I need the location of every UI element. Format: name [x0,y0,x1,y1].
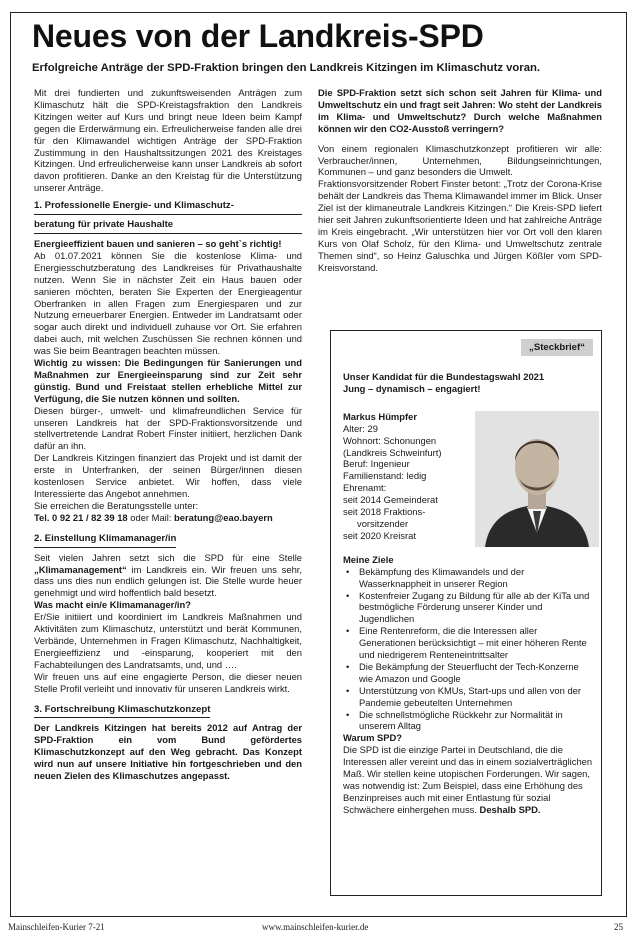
section1-important: Wichtig zu wissen: Die Bedingungen für Sanierungen und Maßnahmen zur Energieeinsparung sind zur Zeit sehr günstig. Bund und Freistaat stellen erhebliche Mittel zur Verfügung, die Sie nutzen können und sollten. [34,357,302,404]
fact-line: Wohnort: Schonungen [343,434,437,446]
section2-paragraph1 [34,552,302,600]
section1-heading [34,200,302,215]
section2-p1-bold: „Klimamanagement“ [34,563,127,575]
right-intro: Die SPD-Fraktion setzt sich schon seit Jahren für Klima- und Umweltschutz ein und fragt seit Jahren: Wo steht der Landkreis im Klima- und Umweltschutz? Durch welche Maßnahmen können wir den CO2-Ausstoß verringern? [318,87,602,134]
fact-line: seit 2018 Fraktions- [343,506,426,518]
section1-paragraph2: Diesen bürger-, umwelt- und klimafreundlichen Service für unseren Landkreis hat der SPD-Fraktionsvorsitzende und stellvertretende Landrat Robert Finster initiiert, herzlichen Dank dafür an ihn. [34,404,302,452]
why-heading: Warum SPD? [343,732,403,744]
candidate-facts [343,423,595,542]
candidate-name: Markus Hümpfer [343,410,417,422]
list-item: • Eine Rentenreform, die die Interessen aller Generationen berücksichtigt – mit einer höheren Rente und niedrigerem Renteneintrittsalter [355,625,595,661]
right-paragraph2: Fraktionsvorsitzender Robert Finster betont: „Trotz der Corona-Krise behält der Landkreis das Thema Klimawandel immer im Blick. Unser Ziel ist der klimaneutrale Landkreis Kitzingen.“ Die Kreis-SPD liefert hier seit Jahren zukunftsorientierte Ideen und hat zahlreiche Anträge im Kreis eingebracht. „Wir unterstützen hier vor Ort voll den klaren Kurs von Olaf Scholz, für den Klima- und Umweltschutz zentrale Themen sind“, so Heinz Galuschka und Jürgen Kößler vom SPD-Kreisvorstand. [318,178,602,273]
goals-heading: Meine Ziele [343,553,394,565]
section1-heading-line2: beratung für private Haushalte [34,219,174,231]
fact-line: vorsitzender [357,517,409,529]
list-item: • Kostenfreier Zugang zu Bildung für alle ab der KiTa und bestmögliche Förderung unserer Kinder und Jugendlichen [355,590,595,626]
fact-line: seit 2014 Gemeinderat [343,494,438,506]
profile-title2: Jung – dynamisch – engagiert! [343,382,481,394]
fact-line: Familienstand: ledig [343,470,427,482]
why-text: Die SPD ist die einzige Partei in Deutschland, die die Interessen aller vereint und das in einem sozialverträglichen Maß. Wir stellen keine utopischen Forderungen. Wir sagen, was notwendig ist: Zum Beispiel, dass eine Erhöhung des Benzinpreises auch mit einer Entlastung für sozial Schwächere einhergehen muss. [343,744,593,815]
profile-box [330,330,602,896]
profile-tab: „Steckbrief“ [521,339,593,356]
email-address[interactable]: beratung@eao.bayern [174,511,273,523]
profile-title1: Unser Kandidat für die Bundestagswahl 2021 [343,371,545,382]
contact-connector: oder Mail: [127,511,175,523]
fact-line: (Landkreis Schweinfurt) [343,446,442,458]
fact-line: Alter: 29 [343,422,378,434]
section1-paragraph3: Der Landkreis Kitzingen finanziert das Projekt und ist damit der erste in Unterfranken, der seinen Bürger/innen diesen kostenlosen Service anbietet. Wir hoffen, dass viele Interessierte das Angebot annehmen. [34,452,302,499]
fact-line: Beruf: Ingenieur [343,458,410,470]
left-column [34,87,302,782]
section1-paragraph1: Ab 01.07.2021 können Sie die kostenlose Klima- und Energiesschutzberatung des Landkreises für Privathaushalte nutzen. Wenn Sie in nächster Zeit ein Haus bauen oder sanieren möchten, beraten Sie Experten der Energieagentur Oberfranken in allen Fragen zum Energiesparen und zur Nutzung erneuerbarer Energien. Entweder im Landratsamt oder sogar auch direkt und individuell zuhause vor Ort. Sie erfahren dabei auch, mit welchen Zuschüssen Sie rechnen können und was Sie beim Beantragen beachten müssen. [34,249,302,357]
footer-publication: Mainschleifen-Kurier 7-21 [8,922,105,932]
right-column [318,87,602,274]
section1-lead: Energieeffizient bauen und sanieren – so geht`s richtig! [34,237,282,249]
section1-heading-2 [34,219,302,234]
section2-paragraph2: Er/Sie initiiert und koordiniert im Landkreis Maßnahmen und Aktivitäten zum Klimaschutz, unterstützt und berät Kommunen, Verbände, Unternehmen in Fragen Klimaschutz, Nachhaltigkeit, Energieeffizienz und -einsparung, kooperiert mit den Fachabteilungen des Landratsamts, und, und …. [34,611,302,670]
subheadline: Erfolgreiche Anträge der SPD-Fraktion bringen den Landkreis Kitzingen im Klimaschutz voran. [32,62,541,74]
goals-list [343,566,595,733]
list-item: • Die schnellstmögliche Rückkehr zur Normalität in unserem Alltag [355,709,595,733]
phone-number: Tel. 0 92 21 / 82 39 18 [34,511,128,523]
section2-question: Was macht ein/e Klimamanager/in? [34,599,191,611]
section2-p1-end: im Landkreis ein. Wir freuen uns sehr, dass uns dies nun endlich gelungen ist. Die Stelle wurde heuer genehmigt und wird hoffentlich bald besetzt. [34,563,302,599]
footer-website[interactable]: www.mainschleifen-kurier.de [262,922,369,932]
why-closing: Deshalb SPD. [479,803,541,815]
section3-heading: 3. Fortschreibung Klimaschutzkonzept [34,704,210,719]
fact-line: seit 2020 Kreisrat [343,529,416,541]
section2-p1-start: Seit vielen Jahren setzt sich die SPD für eine Stelle [34,551,302,563]
section1-paragraph4: Sie erreichen die Beratungsstelle unter: [34,499,199,511]
fact-line: Ehrenamt: [343,482,387,494]
intro-paragraph: Mit drei fundierten und zukunftsweisenden Anträgen zum Klimaschutz hält die SPD-Kreistagsfraktion den Landkreis Kitzingen weiter auf Kurs und bringt neue Ideen beim Kampf gegen die Erderwärmung ein. Erfreulicherweise fanden alle drei für den Klimawandel wichtigen Anträge der SPD-Fraktion Zustimmung in den Haushaltssitzungen 2021 des Kreistages Kitzingen. Und erfreulicherweise kann unser Landkreis ab sofort davon profitieren. Danke an den Kreistag für die Unterstützung unserer Anträge. [34,87,302,194]
section2-paragraph3: Wir freuen uns auf eine engagierte Person, die dieser neuen Stelle Profil verleiht und innovativ für unseren Landkreis wirkt. [34,670,302,694]
section1-heading-line1: 1. Professionelle Energie- und Klimaschutz- [34,200,234,212]
right-paragraph1: Von einem regionalen Klimaschutzkonzept profitieren wir alle: Verbraucher/innen, Unternehmen, Bildungseinrichtungen, Kommunen – und ganz besonders die Umwelt. [318,142,602,178]
footer-page-number: 25 [614,922,623,932]
section2-heading: 2. Einstellung Klimamanager/in [34,533,176,548]
why-paragraph [343,744,595,815]
list-item: • Die Bekämpfung der Steuerflucht der Tech-Konzerne wie Amazon und Google [355,661,595,685]
profile-content [343,371,595,816]
list-item: • Bekämpfung des Klimawandels und der Wasserknappheit in unserer Region [355,566,595,590]
list-item: • Unterstützung von KMUs, Start-ups und allen von der Pandemie gebeutelten Unternehmen [355,685,595,709]
section3-paragraph: Der Landkreis Kitzingen hat bereits 2012 auf Antrag der SPD-Fraktion ein vom Bund gefördertes Klimaschutzkonzept auf den Weg gebracht. Das Konzept wird nun auf unsere Initiative hin fortgeschrieben und den neuen Zielen des Klimaschutzes angepasst. [34,722,302,782]
headline: Neues von der Landkreis-SPD [32,18,484,54]
contact-line [34,512,302,524]
